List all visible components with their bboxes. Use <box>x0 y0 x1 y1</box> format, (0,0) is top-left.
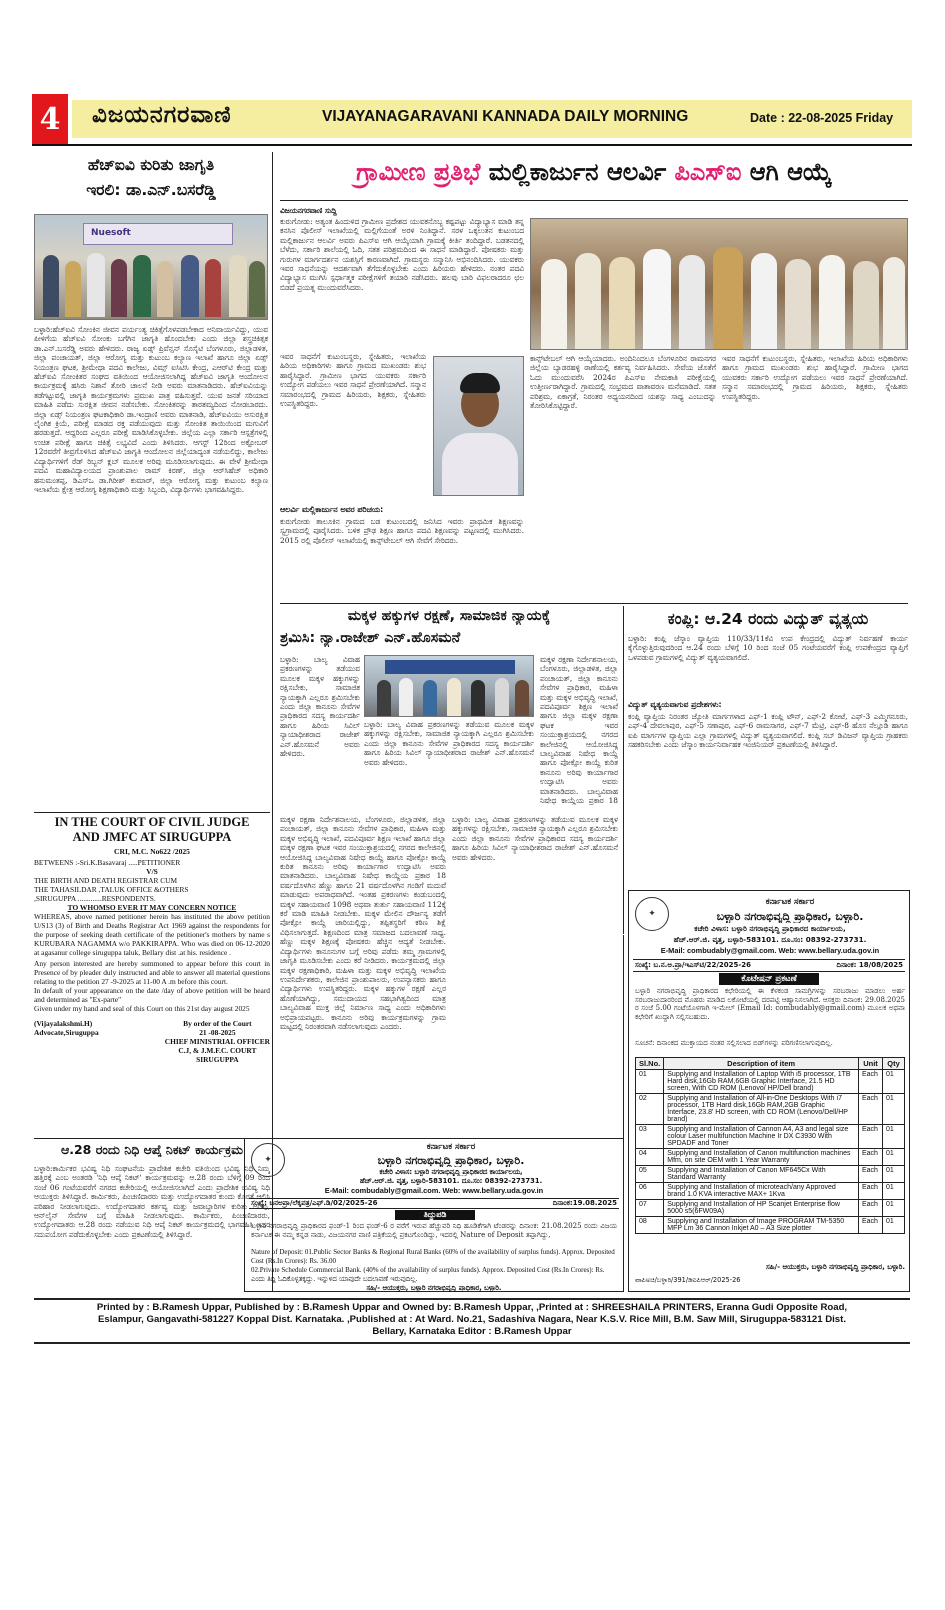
court-respondent-1: THE BIRTH AND DEATH REGISTRAR CUM <box>34 876 178 885</box>
col-header-unit: Unit <box>859 1058 883 1070</box>
rights-body-2: ಬಳ್ಳಾರಿ: ಬಾಲ್ಯ ವಿವಾಹ ಪ್ರಕರಣಗಳನ್ನು ತಡೆಯುವ ಮೂಲಕ ಮಕ್ಕಳ ಹಕ್ಕುಗಳನ್ನು ರಕ್ಷಿಸಬೇಕು, ಸಾಮಾಜಿಕ ನ್ಯಾಯಕ್ಕಾಗಿ ಎಲ್ಲರೂ ಶ್ರಮಿಸಬೇಕು ಎಂದು ಜಿಲ್ಲಾ ಕಾನೂನು ಸೇವೆಗಳ ಪ್ರಾಧಿಕಾರದ ಸದಸ್ಯ ಕಾರ್ಯದರ್ಶಿ ಹಾಗೂ ಹಿರಿಯ ಸಿವಿಲ್ ನ್ಯಾಯಾಧೀಶರಾದ ರಾಜೇಶ್ ಎನ್.ಹೊಸಮನೆ ಅವರು ಹೇಳಿದರು. <box>452 815 618 862</box>
photo-banner-text: Nuesoft <box>91 228 131 238</box>
corr-ref-no: ಸಂಖ್ಯೆ: ಬನಅಪ್ರಾ/ಲೆಕ್ಕಪತ್ರ/ಎಫ್.ಡಿ/02/2025-26 <box>251 1199 378 1207</box>
court-vs: V/S <box>146 867 158 876</box>
psi-headline-name: ಮಲ್ಲಿಕಾರ್ಜುನ ಆಲರ್ವಿ <box>488 158 667 186</box>
cell-unit: Each <box>859 1166 883 1183</box>
cell-description: Supplying and Installation of Canon MF645Cx With Standard Warranty <box>664 1166 859 1183</box>
cell-qty: 01 <box>883 1166 905 1183</box>
table-row <box>636 1125 905 1149</box>
table-row <box>636 1166 905 1183</box>
rights-body-mid: ಬಳ್ಳಾರಿ: ಬಾಲ್ಯ ವಿವಾಹ ಪ್ರಕರಣಗಳನ್ನು ತಡೆಯುವ ಮೂಲಕ ಮಕ್ಕಳ ಹಕ್ಕುಗಳನ್ನು ರಕ್ಷಿಸಬೇಕು, ಸಾಮಾಜಿಕ ನ್ಯಾಯಕ್ಕಾಗಿ ಎಲ್ಲರೂ ಶ್ರಮಿಸಬೇಕು ಎಂದು ಜಿಲ್ಲಾ ಕಾನೂನು ಸೇವೆಗಳ ಪ್ರಾಧಿಕಾರದ ಸದಸ್ಯ ಕಾರ್ಯದರ್ಶಿ ಹಾಗೂ ಹಿರಿಯ ಸಿವಿಲ್ ನ್ಯಾಯಾಧೀಶರಾದ ರಾಜೇಶ್ ಎನ್.ಹೊಸಮನೆ ಅವರು ಹೇಳಿದರು. <box>364 720 534 767</box>
corr-address: ಹೆಚ್.ಆರ್.ಜಿ. ವೃತ್ತ, ಬಳ್ಳಾರಿ-583101. ದೂ.ಸಂ: 08392-273731. <box>359 1177 543 1185</box>
quote-ref-no: ಸಂಖ್ಯೆ: ಬ.ನ.ಅ.ಪ್ರಾ/ಇಎಸ್‌ಟಿ/22/2025-26 <box>635 961 752 969</box>
power-body-2: ಕಂಪ್ಲಿ ವ್ಯಾಪ್ತಿಯ ನಿರಂತರ ಜ್ಯೋತಿ ಮಾರ್ಗಗಳಾದ ಎಫ್-1 ಕಂಪ್ಲಿ ಟೌನ್, ಎಫ್-2 ಕೋಟೆ, ಎಫ್-3 ಎಮ್ಮಿಗನೂರು, ಎಫ್-4 ದೇವಲಾಪುರ, ಎಫ್-5 ಸಣಾಪುರ, ಎಫ್-6 ರಾಮಸಾಗರ, ಎಫ್-7 ಮೆಟ್ರಿ, ಎಫ್-8 ಹೊಸ ನೆಲ್ಲೂಡಿ ಹಾಗೂ ಐಪಿ ಮಾರ್ಗಗಳ ವ್ಯಾಪ್ತಿಯ ಎಲ್ಲಾ ಗ್ರಾಮಗಳಲ್ಲಿ ವಿದ್ಯುತ್ ವ್ಯತ್ಯಯವಾಗಲಿದೆ. ಕಂಪ್ಲಿ ಸಬ್ ಡಿವಿಜನ್ ವ್ಯಾಪ್ತಿಯ ಗ್ರಾಹಕರು ಸಹಕರಿಸಬೇಕು ಎಂದು ಜೆಸ್ಕಾಂ ಕಾರ್ಯನಿರ್ವಾಹಕ ಇಂಜಿನಿಯರ್ ಪ್ರಕಟಣೆಯಲ್ಲಿ ತಿಳಿಸಿದ್ದಾರೆ. <box>628 712 908 750</box>
psi-body-2: ಕುರುಗೋಡು ತಾಲೂಕಿನ ಗ್ರಾಮದ ಬಡ ಕುಟುಂಬದಲ್ಲಿ ಜನಿಸಿದ ಇವರು ಪ್ರಾಥಮಿಕ ಶಿಕ್ಷಣವನ್ನು ಸ್ವಗ್ರಾಮದಲ್ಲಿ ಪೂರೈಸಿದರು. ಬಳಿಕ ಪ್ರೌಢ ಶಿಕ್ಷಣ ಹಾಗೂ ಪದವಿ ಶಿಕ್ಷಣವನ್ನು ಪಟ್ಟಣದಲ್ಲಿ ಮುಗಿಸಿದರು. 2015 ರಲ್ಲಿ ಪೊಲೀಸ್ ಇಲಾಖೆಯಲ್ಲಿ ಕಾನ್ಸ್‌ಟೇಬಲ್ ಆಗಿ ಸೇವೆಗೆ ಸೇರಿದರು. <box>280 517 524 545</box>
quote-office: ಕಚೇರಿ ವಿಳಾಸ: ಬಳ್ಳಾರಿ ನಗರಾಭಿವೃದ್ಧಿ ಪ್ರಾಧಿಕಾರದ ಕಾರ್ಯಾಲಯ, <box>694 925 846 933</box>
psi-sub-heading: ಆಲರ್ವಿ ಮಲ್ಲಿಕಾರ್ಜುನ ಅವರ ಪರಿಚಯ: <box>280 505 384 514</box>
corr-body-2: ಎಂದು ತಿದ್ದಿ ಓದಿಕೊಳ್ಳತಕ್ಕದ್ದು. ಇನ್ನುಳಿದ ಯಾವುದೇ ಬದಲಾವಣೆ ಇರುವುದಿಲ್ಲ. <box>251 1275 418 1283</box>
court-title-line2: AND JMFC AT SIRUGUPPA <box>72 830 232 844</box>
cell-slno: 08 <box>636 1217 664 1234</box>
cell-qty: 01 <box>883 1200 905 1217</box>
cell-slno: 03 <box>636 1125 664 1149</box>
court-para-2: Any person interested are hereby summoned to appear before this court in Presence of by pleader duly instructed and able to answer all material questions relating to the petition 27 -9-2025 at 11-00 A .m before this court. <box>34 959 270 986</box>
corr-nature-1: Nature of Deposit: 01.Public Sector Banks & Regional Rural Banks (60% of the availability of surplus funds). Approx. Deposited Cost (Rs.In Crores): Rs. 36.00 <box>251 1248 615 1265</box>
imprint-line2: Eslampur, Gangavathi-581227 Koppal Dist. Karnataka. ,Published at : At Ward. No.21, Sadashiva Nagara, Near K.S.V. Rice Mill, B.M. Saw Mill, Siruguppa-583121 Dist. <box>97 1314 846 1325</box>
masthead-title-english: VIJAYANAGARAVANI KANNADA DAILY MORNING <box>322 108 689 125</box>
table-row <box>636 1149 905 1166</box>
rights-body-top: ಬಳ್ಳಾರಿ: ಬಾಲ್ಯ ವಿವಾಹ ಪ್ರಕರಣಗಳನ್ನು ತಡೆಯುವ ಮೂಲಕ ಮಕ್ಕಳ ಹಕ್ಕುಗಳನ್ನು ರಕ್ಷಿಸಬೇಕು, ಸಾಮಾಜಿಕ ನ್ಯಾಯಕ್ಕಾಗಿ ಎಲ್ಲರೂ ಶ್ರಮಿಸಬೇಕು ಎಂದು ಜಿಲ್ಲಾ ಕಾನೂನು ಸೇವೆಗಳ ಪ್ರಾಧಿಕಾರದ ಸದಸ್ಯ ಕಾರ್ಯದರ್ಶಿ ಹಾಗೂ ಹಿರಿಯ ಸಿವಿಲ್ ನ್ಯಾಯಾಧೀಶರಾದ ರಾಜೇಶ್ ಎನ್.ಹೊಸಮನೆ ಅವರು ಹೇಳಿದರು. <box>280 655 360 759</box>
cell-qty: 01 <box>883 1070 905 1094</box>
corr-authority: ಬಳ್ಳಾರಿ ನಗರಾಭಿವೃದ್ಧಿ ಪ್ರಾಧಿಕಾರ, ಬಳ್ಳಾರಿ. <box>377 1154 525 1167</box>
karnataka-emblem-icon: ✦ <box>635 897 669 931</box>
psi-body-3: ಕಾನ್ಸ್‌ಟೇಬಲ್ ಆಗಿ ಆಯ್ಕೆಯಾದರು. ಅಂದಿನಿಂದಲೂ ಬೆಂಗಳೂರಿನ ರಾಮನಗರ ಜಿಲ್ಲೆಯ ಬ್ಯಾಡರಹಳ್ಳಿ ಠಾಣೆಯಲ್ಲಿ ಕರ್ತವ್ಯ ನಿರ್ವಹಿಸಿದರು. ಸೇವೆಯ ಜೊತೆಗೆ ಓದು ಮುಂದುವರೆಸಿ 2024ರ ಪಿಎಸ್‌ಐ ನೇಮಕಾತಿ ಪರೀಕ್ಷೆಯಲ್ಲಿ ಉತ್ತೀರ್ಣರಾಗಿದ್ದಾರೆ. ಗ್ರಾಮದಲ್ಲಿ ಸಂಭ್ರಮದ ವಾತಾವರಣ ಮನೆಮಾಡಿದೆ. ಸತತ ಪರಿಶ್ರಮ, ಏಕಾಗ್ರತೆ, ನಿರಂತರ ಅಧ್ಯಯನದಿಂದ ಯಶಸ್ಸು ಸಾಧ್ಯ ಎಂಬುದನ್ನು ತೋರಿಸಿಕೊಟ್ಟಿದ್ದಾರೆ. <box>530 354 716 411</box>
divider <box>280 603 908 604</box>
divider <box>34 812 270 813</box>
court-order-line5: SIRUGUPPA <box>196 1055 239 1064</box>
hiv-article-body: ಬಳ್ಳಾರಿ:ಹೆಚ್‌ಐವಿ ಸೋಂಕಿನ ಜೀವನ ಪರ್ಯಂತ್ಯ ಚಿಕಿತ್ಸೆಗೊಳಪಡಬೇಕಾದ ಅನಿವಾರ್ಯವಿದ್ದು, ಯುವ ಪೀಳಿಗೆಯ ಹೆಚ್‌ಐವಿ ಸೋಂಕು ಬಗೆಗಿನ ಜಾಗೃತಿ ಹೊಂದಬೇಕು ಎಂದು ಜಿಲ್ಲಾ ಶಸ್ತ್ರಚಿಕಿತ್ಸಕ ಡಾ.ಎನ್.ಬಸರೆಡ್ಡಿ ಅವರು ಹೇಳಿದರು. ರಾಜ್ಯ ಏಡ್ಸ್ ಪ್ರಿವೆನ್ಷನ್ ಸೊಸೈಟಿ ಬೆಂಗಳೂರು, ಜಿಲ್ಲಾಡಳಿತ, ಜಿಲ್ಲಾ ಪಂಚಾಯತ್, ಜಿಲ್ಲಾ ಆರೋಗ್ಯ ಮತ್ತು ಕುಟುಂಬ ಕಲ್ಯಾಣ ಇಲಾಖೆ ಹಾಗೂ ಜಿಲ್ಲಾ ಏಡ್ಸ್ ನಿಯಂತ್ರಣ ಘಟಕ, ಶ್ರೀಮೇಧಾ ಪದವಿ ಕಾಲೇಜು, ವಿಮ್ಸ್ ಐಸಿಟಿಸಿ ಕೇಂದ್ರ, ಎಆರ್‌ಟಿ ಕೇಂದ್ರ ಮತ್ತು ಹೆಚ್‌ಐವಿ ಸೋಂಕಿತರ ಸಂಘದ ವತಿಯಿಂದ ಆಯೋಜಿಸಲಾಗಿದ್ದ ಹೆಚ್‌ಐವಿ ಜಾಗೃತಿ ಆಂದೋಲನ ಕಾರ್ಯಕ್ರಮಕ್ಕೆ ಹಸಿರು ನಿಶಾನೆ ತೋರಿ ಚಾಲನೆ ನೀಡಿ ಅವರು ಮಾತನಾಡಿದರು. ಹೆಚ್‌ಐವಿಯನ್ನು ತಡೆಗಟ್ಟುವಲ್ಲಿ ಜಾಗೃತಿ ಕಾರ್ಯಕ್ರಮಗಳು ಪ್ರಮುಖ ಪಾತ್ರ ವಹಿಸುತ್ತವೆ. ಯುವ ಜನತೆ ಸರಿಯಾದ ಮಾಹಿತಿ ಪಡೆದು ಸುರಕ್ಷಿತ ಜೀವನ ನಡೆಸಬೇಕು. ಸೋಂಕಿತರನ್ನು ತಾರತಮ್ಯದಿಂದ ನೋಡಬಾರದು. ಜಿಲ್ಲಾ ಏಡ್ಸ್ ನಿಯಂತ್ರಣ ಘಟಕಾಧಿಕಾರಿ ಡಾ.ಇಂದ್ರಾಣಿ ಅವರು ಮಾತನಾಡಿ, ಹೆಚ್‌ಐವಿಯು ಅಸುರಕ್ಷಿತ ಲೈಂಗಿಕ ಕ್ರಿಯೆ, ಪರೀಕ್ಷೆ ಮಾಡದ ರಕ್ತ ಪಡೆಯುವುದು ಮತ್ತು ಸೋಂಕಿತ ತಾಯಿಯಿಂದ ಮಗುವಿಗೆ ಹರಡುತ್ತದೆ. ಆದ್ದರಿಂದ ಎಲ್ಲರೂ ಪರೀಕ್ಷೆ ಮಾಡಿಸಿಕೊಳ್ಳಬೇಕು. ಜಿಲ್ಲೆಯ ಎಲ್ಲಾ ಸರ್ಕಾರಿ ಆಸ್ಪತ್ರೆಗಳಲ್ಲಿ ಉಚಿತ ಪರೀಕ್ಷೆ ಹಾಗೂ ಚಿಕಿತ್ಸೆ ಲಭ್ಯವಿದೆ ಎಂದು ತಿಳಿಸಿದರು. ಆಗಸ್ಟ್ 12ರಿಂದ ಅಕ್ಟೋಬರ್ 12ರವರೆಗೆ ತೀವ್ರಗೊಳಿಸಿದ ಹೆಚ್‌ಐವಿ ಜಾಗೃತಿ ಆಂದೋಲನ ಜಿಲ್ಲೆಯಾದ್ಯಂತ ನಡೆಯಲಿದ್ದು, ಕಾಲೇಜು ವಿದ್ಯಾರ್ಥಿಗಳಿಗೆ ರೆಡ್ ರಿಬ್ಬನ್ ಕ್ಲಬ್ ಮೂಲಕ ಅರಿವು ಮೂಡಿಸಲಾಗುವುದು. ಈ ವೇಳೆ ಶ್ರೀಮೇಧಾ ಪದವಿ ಮಹಾವಿದ್ಯಾಲಯದ ಪ್ರಾಂಶುಪಾಲ ರಾಮ್ ಕಿರಣ್, ಜಿಲ್ಲಾ ಆರ್‌ಸಿಹೆಚ್ ಅಧಿಕಾರಿ ಹನುಮಂತಪ್ಪ, ಡಿಎಸ್‌ಒ ಡಾ.ಗಿರೀಶ್ ಕುಮಾರ್, ಜಿಲ್ಲಾ ಆರೋಗ್ಯ ಮತ್ತು ಕುಟುಂಬ ಕಲ್ಯಾಣ ಇಲಾಖೆಯ ಕ್ಷೇತ್ರ ಆರೋಗ್ಯ ಶಿಕ್ಷಣಾಧಿಕಾರಿ ಮತ್ತು ಸಿಬ್ಬಂದಿ, ವಿದ್ಯಾರ್ಥಿಗಳು ಭಾಗವಹಿಸಿದ್ದರು. <box>34 325 268 494</box>
advocate-place: Advocate,Siruguppa <box>34 1028 99 1037</box>
column-rule <box>272 152 273 1292</box>
table-row <box>636 1217 905 1234</box>
court-order-line3: CHIEF MINISTRIAL OFFICER <box>164 1037 270 1046</box>
court-order-line2: 21 -08-2025 <box>199 1028 236 1037</box>
power-body-1: ಬಳ್ಳಾರಿ: ಕಂಪ್ಲಿ ಜೆಸ್ಕಾಂ ವ್ಯಾಪ್ತಿಯ 110/33/11ಕೆವಿ ಉಪ ಕೇಂದ್ರದಲ್ಲಿ ವಿದ್ಯುತ್ ನಿರ್ವಹಣೆ ಕಾರ್ಯ ಕೈಗೊಳ್ಳುತ್ತಿರುವುದರಿಂದ ಆ.24 ರಂದು ಬೆಳಿಗ್ಗೆ 10 ರಿಂದ ಸಂಜೆ 05 ಗಂಟೆಯವರೆಗೆ ಕಂಪ್ಲಿ ಉಪಕೇಂದ್ರದ ವ್ಯಾಪ್ತಿಗೆ ಒಳಪಡುವ ಗ್ರಾಮಗಳಲ್ಲಿ ವಿದ್ಯುತ್ ವ್ಯತ್ಯಯವಾಗಲಿದೆ. <box>628 634 908 662</box>
column-rule <box>623 606 624 934</box>
cell-qty: 01 <box>883 1125 905 1149</box>
quote-address: ಹೆಚ್.ಆರ್.ಜಿ. ವೃತ್ತ, ಬಳ್ಳಾರಿ-583101. ದೂ.ಸಂ: 08392-273731. <box>673 936 867 944</box>
court-notice <box>34 815 270 1135</box>
rights-headline-line2: ಶ್ರಮಿಸಿ: ನ್ಯಾ.ರಾಜೇಶ್ ಎನ್.ಹೊಸಮನೆ <box>280 630 461 646</box>
cell-unit: Each <box>859 1200 883 1217</box>
psi-body-4: ಇವರ ಸಾಧನೆಗೆ ಕುಟುಂಬಸ್ಥರು, ಸ್ನೇಹಿತರು, ಇಲಾಖೆಯ ಹಿರಿಯ ಅಧಿಕಾರಿಗಳು ಹಾಗೂ ಗ್ರಾಮದ ಮುಖಂಡರು ಶುಭ ಹಾರೈಸಿದ್ದಾರೆ. ಗ್ರಾಮೀಣ ಭಾಗದ ಯುವಕರು ಸರ್ಕಾರಿ ಉದ್ಯೋಗ ಪಡೆಯಲು ಇವರ ಸಾಧನೆ ಪ್ರೇರಣೆಯಾಗಿದೆ. ಸನ್ಮಾನ ಸಮಾರಂಭದಲ್ಲಿ ಗ್ರಾಮದ ಹಿರಿಯರು, ಶಿಕ್ಷಕರು, ಸ್ನೇಹಿತರು ಉಪಸ್ಥಿತರಿದ್ದರು. <box>722 354 908 401</box>
court-to-whom: TO WHOMSO EVER IT MAY CONCERN NOTICE <box>67 903 237 912</box>
col-header-slno: Sl.No. <box>636 1058 664 1070</box>
corr-gov-label: ಕರ್ನಾಟಕ ಸರ್ಕಾರ <box>426 1142 476 1152</box>
quote-body: ಬಳ್ಳಾರಿ ನಗರಾಭಿವೃದ್ಧಿ ಪ್ರಾಧಿಕಾರದ ಕಛೇರಿಯಲ್ಲಿ ಈ ಕೆಳಕಂಡ ಸಾಮಗ್ರಿಗಳನ್ನು ಸರಬರಾಜು ಮಾಡಲು ಅರ್ಹ ಸರಬರಾಜುದಾರರಿಂದ ಮೊಹರು ಮಾಡಿದ ಲಕೋಟೆಯಲ್ಲಿ ದರಪಟ್ಟಿ ಆಹ್ವಾನಿಸಲಾಗಿದೆ. ಆಸಕ್ತರು ದಿನಾಂಕ: 29.08.2025 ರ ಸಂಜೆ 5.00 ಗಂಟೆಯೊಳಗಾಗಿ ಇ-ಮೇಲ್ (Email Id: combudably@gmail.com) ಮೂಲಕ ಅಥವಾ ಕಛೇರಿಗೆ ಖುದ್ದಾಗಿ ಸಲ್ಲಿಸಬಹುದು. <box>635 987 905 1021</box>
niti-article-body: ಬಳ್ಳಾರಿ:ಕಾರ್ಮಿಕರ ಭವಿಷ್ಯ ನಿಧಿ ಸಂಘಟನೆಯ ಪ್ರಾದೇಶಿಕ ಕಚೇರಿ ವತಿಯಿಂದ ಭವಿಷ್ಯ ನಿಧಿ ನಿಮ್ಮ ಹತ್ತಿರಕ್ಕೆ ಎಂಬ ಅಂತರಡಿ 'ನಿಧಿ ಆಪ್ಕೆ ನಿಕಟ್' ಕಾರ್ಯಕ್ರಮವನ್ನು ಆ.28 ರಂದು ಬೆಳಿಗ್ಗೆ 09 ರಿಂದ ಸಂಜೆ 06 ಗಂಟೆಯವರೆಗೆ ನಗರದ ಕಚೇರಿಯಲ್ಲಿ ಆಯೋಜಿಸಲಾಗಿದೆ ಎಂದು ಪ್ರಾದೇಶಿಕ ಭವಿಷ್ಯ ನಿಧಿ ಆಯುಕ್ತರು ತಿಳಿಸಿದ್ದಾರೆ. ಕಾರ್ಮಿಕರು, ಪಿಂಚಣಿದಾರರು ಮತ್ತು ಉದ್ಯೋಗದಾತರ ಕುಂದು ಕೊರತೆ ಆಲಿಸಿ ಪರಿಹಾರ ನೀಡಲಾಗುವುದು. ಉದ್ಯೋಗದಾತರ ಕರ್ತವ್ಯ ಮತ್ತು ಜವಾಬ್ದಾರಿಗಳ ಕುರಿತು ಅರಿವು, ಆನ್‌ಲೈನ್ ಸೇವೆಗಳ ಬಗ್ಗೆ ಮಾಹಿತಿ ನೀಡಲಾಗುವುದು. ಕಾರ್ಮಿಕರು, ಪಿಂಚಣಿದಾರರು, ಉದ್ಯೋಗದಾತರು ಆ.28 ರಂದು ನಡೆಯುವ ನಿಧಿ ಆಪ್ಕೆ ನಿಕಟ್ ಕಾರ್ಯಕ್ರಮದಲ್ಲಿ ಭಾಗವಹಿಸಿ ಇದರ ಸದುಪಯೋಗ ಪಡೆದುಕೊಳ್ಳಬೇಕು ಎಂದು ಪ್ರಕಟಣೆಯಲ್ಲಿ ತಿಳಿಸಿದ್ದಾರೆ. <box>34 1164 270 1239</box>
rights-body-side: ಮಕ್ಕಳ ರಕ್ಷಣಾ ನಿರ್ದೇಶನಾಲಯ, ಬೆಂಗಳೂರು, ಜಿಲ್ಲಾಡಳಿತ, ಜಿಲ್ಲಾ ಪಂಚಾಯತ್, ಜಿಲ್ಲಾ ಕಾನೂನು ಸೇವೆಗಳ ಪ್ರಾಧಿಕಾರ, ಮಹಿಳಾ ಮತ್ತು ಮಕ್ಕಳ ಅಭಿವೃದ್ಧಿ ಇಲಾಖೆ, ಪದವಿಪೂರ್ವ ಶಿಕ್ಷಣ ಇಲಾಖೆ ಹಾಗೂ ಜಿಲ್ಲಾ ಮಕ್ಕಳ ರಕ್ಷಣಾ ಘಟಕ ಇವರ ಸಂಯುಕ್ತಾಶ್ರಯದಲ್ಲಿ ನಗರದ ಕಾಲೇಜಿನಲ್ಲಿ ಆಯೋಜಿಸಿದ್ದ ಬಾಲ್ಯವಿವಾಹ ನಿಷೇಧ ಕಾಯ್ದೆ ಹಾಗೂ ಪೋಕ್ಸೋ ಕಾಯ್ದೆ ಕುರಿತ ಕಾನೂನು ಅರಿವು ಕಾರ್ಯಾಗಾರ ಉದ್ಘಾಟಿಸಿ ಅವರು ಮಾತನಾಡಿದರು. ಬಾಲ್ಯವಿವಾಹ ನಿಷೇಧ ಕಾಯ್ದೆಯ ಪ್ರಕಾರ 18 <box>540 655 618 805</box>
psi-headline-tail: ಆಗಿ ಆಯ್ಕೆ <box>749 158 832 186</box>
quote-items-table <box>635 1057 905 1234</box>
cell-unit: Each <box>859 1094 883 1125</box>
psi-headline-psi: ಪಿಎಸ್‌ಐ <box>674 158 742 186</box>
col-header-qty: Qty <box>883 1058 905 1070</box>
masthead <box>32 94 912 146</box>
cell-description: Supplying and Installation of Canon multifunction machines Mfm, on site OEM with 1 Year Warranty <box>664 1149 859 1166</box>
cell-slno: 01 <box>636 1070 664 1094</box>
court-para-4: Given under my hand and seal of this Court on this 21st day august 2025 <box>34 1004 250 1013</box>
cell-slno: 06 <box>636 1183 664 1200</box>
quote-sign: ಸಹಿ/- ಆಯುಕ್ತರು, ಬಳ್ಳಾರಿ ನಗರಾಭಿವೃದ್ಧಿ ಪ್ರಾಧಿಕಾರ, ಬಳ್ಳಾರಿ. <box>766 1263 905 1271</box>
court-title-line1: IN THE COURT OF CIVIL JUDGE <box>54 815 250 829</box>
divider <box>34 1138 270 1139</box>
quote-authority: ಬಳ್ಳಾರಿ ನಗರಾಭಿವೃದ್ಧಿ ಪ್ರಾಧಿಕಾರ, ಬಳ್ಳಾರಿ. <box>716 910 864 923</box>
rights-body-1: ಮಕ್ಕಳ ರಕ್ಷಣಾ ನಿರ್ದೇಶನಾಲಯ, ಬೆಂಗಳೂರು, ಜಿಲ್ಲಾಡಳಿತ, ಜಿಲ್ಲಾ ಪಂಚಾಯತ್, ಜಿಲ್ಲಾ ಕಾನೂನು ಸೇವೆಗಳ ಪ್ರಾಧಿಕಾರ, ಮಹಿಳಾ ಮತ್ತು ಮಕ್ಕಳ ಅಭಿವೃದ್ಧಿ ಇಲಾಖೆ, ಪದವಿಪೂರ್ವ ಶಿಕ್ಷಣ ಇಲಾಖೆ ಹಾಗೂ ಜಿಲ್ಲಾ ಮಕ್ಕಳ ರಕ್ಷಣಾ ಘಟಕ ಇವರ ಸಂಯುಕ್ತಾಶ್ರಯದಲ್ಲಿ ನಗರದ ಕಾಲೇಜಿನಲ್ಲಿ ಆಯೋಜಿಸಿದ್ದ ಬಾಲ್ಯವಿವಾಹ ನಿಷೇಧ ಕಾಯ್ದೆ ಹಾಗೂ ಪೋಕ್ಸೋ ಕಾಯ್ದೆ ಕುರಿತ ಕಾನೂನು ಅರಿವು ಕಾರ್ಯಾಗಾರ ಉದ್ಘಾಟಿಸಿ ಅವರು ಮಾತನಾಡಿದರು. ಬಾಲ್ಯವಿವಾಹ ನಿಷೇಧ ಕಾಯ್ದೆಯ ಪ್ರಕಾರ 18 ವರ್ಷದೊಳಗಿನ ಹೆಣ್ಣು ಹಾಗೂ 21 ವರ್ಷದೊಳಗಿನ ಗಂಡಿಗೆ ಮದುವೆ ಮಾಡುವುದು ಅಪರಾಧವಾಗಿದೆ. ಇಂತಹ ಪ್ರಕರಣಗಳು ಕಂಡುಬಂದಲ್ಲಿ ಮಕ್ಕಳ ಸಹಾಯವಾಣಿ 1098 ಅಥವಾ ತುರ್ತು ಸಹಾಯವಾಣಿ 112ಕ್ಕೆ ಕರೆ ಮಾಡಿ ಮಾಹಿತಿ ನೀಡಬೇಕು. ಮಕ್ಕಳ ಮೇಲಿನ ದೌರ್ಜನ್ಯ ತಡೆಗೆ ಪೋಕ್ಸೋ ಕಾಯ್ದೆ ಜಾರಿಯಲ್ಲಿದ್ದು, ತಪ್ಪಿತಸ್ಥರಿಗೆ ಕಠಿಣ ಶಿಕ್ಷೆ ವಿಧಿಸಲಾಗುತ್ತದೆ. ಶಿಕ್ಷಣದಿಂದ ಮಾತ್ರ ಸಮಾಜದ ಬದಲಾವಣೆ ಸಾಧ್ಯ. ಹೆಣ್ಣು ಮಕ್ಕಳ ಶಿಕ್ಷಣಕ್ಕೆ ಪೋಷಕರು ಹೆಚ್ಚಿನ ಆದ್ಯತೆ ನೀಡಬೇಕು. ವಿದ್ಯಾರ್ಥಿಗಳು ಕಾನೂನುಗಳ ಬಗ್ಗೆ ಅರಿವು ಪಡೆದು ತಮ್ಮ ಗ್ರಾಮಗಳಲ್ಲಿ ಜಾಗೃತಿ ಮೂಡಿಸಬೇಕು ಎಂದು ಕರೆ ನೀಡಿದರು. ಕಾರ್ಯಕ್ರಮದಲ್ಲಿ ಜಿಲ್ಲಾ ಮಕ್ಕಳ ರಕ್ಷಣಾಧಿಕಾರಿ, ಮಹಿಳಾ ಮತ್ತು ಮಕ್ಕಳ ಅಭಿವೃದ್ಧಿ ಇಲಾಖೆಯ ಉಪನಿರ್ದೇಶಕರು, ಕಾಲೇಜಿನ ಪ್ರಾಂಶುಪಾಲರು, ಉಪನ್ಯಾಸಕರು ಹಾಗೂ ವಿದ್ಯಾರ್ಥಿಗಳು ಉಪಸ್ಥಿತರಿದ್ದರು. ಮಕ್ಕಳ ಹಕ್ಕುಗಳ ರಕ್ಷಣೆ ಎಲ್ಲರ ಹೊಣೆಯಾಗಿದ್ದು, ಸಮುದಾಯದ ಸಹಭಾಗಿತ್ವದಿಂದ ಮಾತ್ರ ಬಾಲ್ಯವಿವಾಹ ಮುಕ್ತ ಜಿಲ್ಲೆ ನಿರ್ಮಾಣ ಸಾಧ್ಯ ಎಂದು ಅಧಿಕಾರಿಗಳು ಅಭಿಪ್ರಾಯಪಟ್ಟರು. ಕಾನೂನು ಅರಿವು ಕಾರ್ಯಕ್ರಮಗಳನ್ನು ಗ್ರಾಮ ಮಟ್ಟದಲ್ಲಿ ನಿರಂತರವಾಗಿ ನಡೆಸಲಾಗುವುದು ಎಂದರು. <box>280 815 446 1031</box>
power-sub-heading: ವಿದ್ಯುತ್ ವ್ಯತ್ಯಯವಾಗುವ ಪ್ರದೇಶಗಳು: <box>628 700 722 709</box>
cell-unit: Each <box>859 1149 883 1166</box>
table-row <box>636 1070 905 1094</box>
cell-qty: 01 <box>883 1149 905 1166</box>
psi-headline-pink: ಗ್ರಾಮೀಣ ಪ್ರತಿಭೆ <box>356 158 481 186</box>
power-headline: ಕಂಪ್ಲಿ: ಆ.24 ರಂದು ವಿದ್ಯುತ್ ವ್ಯತ್ಯಯ <box>667 610 869 628</box>
cell-description: Supplying and Installation of Cannon A4, A3 and legal size colour Laser multifunction Machine Ir DX C3930 With SPDADF and Toner <box>664 1125 859 1149</box>
cell-qty: 01 <box>883 1183 905 1200</box>
cell-unit: Each <box>859 1183 883 1200</box>
cell-slno: 02 <box>636 1094 664 1125</box>
table-row <box>636 1183 905 1200</box>
page-number: 4 <box>32 94 68 144</box>
cell-description: Supplying and Installation of HP Scanjet Enterprise flow 5000 s5(6FW09A) <box>664 1200 859 1217</box>
court-parties: BETWEENS :-Sri.K.Basavaraj .....PETITIONER <box>34 858 181 867</box>
corrigendum-ad <box>244 1138 624 1292</box>
cell-unit: Each <box>859 1125 883 1149</box>
court-order-line1: By order of the Court <box>183 1019 252 1028</box>
cell-slno: 05 <box>636 1166 664 1183</box>
cell-unit: Each <box>859 1070 883 1094</box>
psi-byline: ವಿಜಯನಗರವಾಣಿ ಸುದ್ದಿ <box>280 206 337 215</box>
divider <box>280 200 908 201</box>
corr-email-web: E-Mail: combudably@gmail.com. Web: www.bellary.uda.gov.in <box>324 1187 544 1195</box>
cell-qty: 01 <box>883 1217 905 1234</box>
hiv-headline-line2: ಇರಲಿ: ಡಾ.ಎನ್.ಬಸರೆಡ್ಡಿ <box>86 181 216 199</box>
quote-footer-ref: ವಾಪಿಅಚಿ/ಬಳ್ಳಾರಿ/391/ಡಿಐಪಿಆರ್/2025-26 <box>635 1276 741 1284</box>
karnataka-emblem-icon: ✦ <box>251 1143 285 1177</box>
court-para-3: In default of your appearance on the date /day of above petition will be heard and determined as "Ex-parte" <box>34 986 270 1004</box>
court-respondent-3: ,SIRUGUPPA .............RESPONDENTS. <box>34 894 156 903</box>
psi-headline <box>280 153 908 191</box>
table-row <box>636 1094 905 1125</box>
cell-qty: 01 <box>883 1094 905 1125</box>
corr-nature-2: 02.Private Schedule Commercial Bank. (40% of the availability of surplus funds). Approx. Deposited Cost (Rs.In Crores): Rs. <box>251 1266 605 1274</box>
advocate-name: (Vijayalakshmi.H) <box>34 1019 93 1028</box>
court-para-1: WHEREAS, above named petitioner herein has instituted the above petition U/S13 (3) of Birth and Deaths Registrar Act 1969 against the respondents for the purpose of seeking death certificate of the petitioner's mothers by name s KURUBARA NAGAMMA w/o PAKKIRAPPA. Who was died on 06-12-2020 at agasanur college siruguppa taluk, Bellary dist .at his. residence . <box>34 912 270 957</box>
rights-headline-line1: ಮಕ್ಕಳ ಹಕ್ಕುಗಳ ರಕ್ಷಣೆ, ಸಾಮಾಜಿಕ ನ್ಯಾಯಕ್ಕೆ <box>347 608 551 624</box>
corr-office: ಕಚೇರಿ ವಿಳಾಸ: ಬಳ್ಳಾರಿ ನಗರಾಭಿವೃದ್ಧಿ ಪ್ರಾಧಿಕಾರದ ಕಾರ್ಯಾಲಯ, <box>379 1168 523 1176</box>
cell-unit: Each <box>859 1217 883 1234</box>
rights-event-photo <box>364 655 534 717</box>
quote-email-web: E-Mail: combudably@gmail.com. Web: www.bellary.uda.gov.in <box>660 947 880 955</box>
col-header-description: Description of item <box>664 1058 859 1070</box>
corr-sign: ಸಹಿ/- ಆಯುಕ್ತರು, ಬಳ್ಳಾರಿ ನಗರಾಭಿವೃದ್ಧಿ ಪ್ರಾಧಿಕಾರ, ಬಳ್ಳಾರಿ. <box>366 1284 502 1292</box>
divider <box>34 1298 910 1300</box>
cell-slno: 04 <box>636 1149 664 1166</box>
table-row <box>636 1200 905 1217</box>
corr-body-1: ಬಳ್ಳಾರಿ ನಗರಾಭಿವೃದ್ಧಿ ಪ್ರಾಧಿಕಾರದ ಫಂಡ್-1 ರಿಂದ ಫಂಡ್-6 ರ ವರೆಗೆ ಇರುವ ಹೆಚ್ಚುವರಿ ನಿಧಿ ಹೂಡಿಕೆಗಾಗಿ ಟೆಂಡರನ್ನು ದಿನಾಂಕ: 21.08.2025 ರಂದು ವಿಜಯ ಕರ್ನಾಟಕ ಈ ನಮ್ಮ ಕನ್ನಡ ನಾಡು, ವಿಜಯನಗರ ವಾಣಿ ಪತ್ರಿಕೆಯಲ್ಲಿ ಪ್ರಕಟಗೊಂಡಿದ್ದು, ಇದರಲ್ಲಿ Nature of Deposit ತಪ್ಪಾಗಿದ್ದು, <box>251 1222 617 1239</box>
divider <box>34 1342 910 1344</box>
masthead-date: Date : 22-08-2025 Friday <box>750 111 894 125</box>
cell-description: Supplying and Installation of Image PROGRAM TM-5350 MFP Lm 36 Cannon Inkjet A0 – A3 Size plotter <box>664 1217 859 1234</box>
psi-body-1: ಕುರುಗೋಡು: ಅತ್ಯಂತ ಹಿಂದುಳಿದ ಗ್ರಾಮೀಣ ಪ್ರದೇಶದ ಯುವಕನೊಬ್ಬ ಕಷ್ಟಪಟ್ಟು ವಿದ್ಯಾಭ್ಯಾಸ ಮಾಡಿ ತನ್ನ ಕನಸಿನ ಪೊಲೀಸ್ ಇಲಾಖೆಯಲ್ಲಿ ಮಲ್ಲಿಗೆಯಂತೆ ಅರಳಿ ನಿಂತಿದ್ದಾನೆ. ಸರಳ ಒಕ್ಕಲುತನ ಕುಟುಂಬದ ಮಲ್ಲಿಕಾರ್ಜುನ ಆಲರ್ವಿ ಅವರು ಪಿಎಸ್‌ಐ ಆಗಿ ಆಯ್ಕೆಯಾಗಿ ಗ್ರಾಮಕ್ಕೆ ಕೀರ್ತಿ ತಂದಿದ್ದಾರೆ. ಬಡತನದಲ್ಲಿ ಬೆಳೆದು, ಸರ್ಕಾರಿ ಶಾಲೆಯಲ್ಲಿ ಓದಿ, ಸತತ ಪರಿಶ್ರಮದಿಂದ ಈ ಸಾಧನೆ ಮಾಡಿದ್ದಾರೆ. ಪೋಷಕರು ಮತ್ತು ಗುರುಗಳ ಮಾರ್ಗದರ್ಶನ ಯಶಸ್ಸಿಗೆ ಕಾರಣವಾಗಿದೆ. ಗ್ರಾಮಸ್ಥರು ಸನ್ಮಾನಿಸಿ ಅಭಿನಂದಿಸಿದರು. ಯುವಕರು ಇವರ ಸಾಧನೆಯನ್ನು ಆದರ್ಶವಾಗಿ ತೆಗೆದುಕೊಳ್ಳಬೇಕು ಎಂದು ಹಿರಿಯರು ಹೇಳಿದರು. ನಂತರ ಪದವಿ ವಿದ್ಯಾಭ್ಯಾಸ ಮುಗಿಸಿ ಸ್ಪರ್ಧಾತ್ಮಕ ಪರೀಕ್ಷೆಗಳಿಗೆ ತಯಾರಿ ನಡೆಸಿದರು. ಹಲವು ಬಾರಿ ವಿಫಲರಾದರೂ ಛಲ ಬಿಡದೆ ಪ್ರಯತ್ನ ಮುಂದುವರೆಸಿದರು. <box>280 217 524 292</box>
niti-headline: ಆ.28 ರಂದು ನಿಧಿ ಆಪ್ಕೆ ನಿಕಟ್ ಕಾರ್ಯಕ್ರಮ <box>60 1142 244 1157</box>
imprint-line3: Bellary, Karnataka Editor : B.Ramesh Uppar <box>372 1326 572 1337</box>
psi-body-1b: ಇವರ ಸಾಧನೆಗೆ ಕುಟುಂಬಸ್ಥರು, ಸ್ನೇಹಿತರು, ಇಲಾಖೆಯ ಹಿರಿಯ ಅಧಿಕಾರಿಗಳು ಹಾಗೂ ಗ್ರಾಮದ ಮುಖಂಡರು ಶುಭ ಹಾರೈಸಿದ್ದಾರೆ. ಗ್ರಾಮೀಣ ಭಾಗದ ಯುವಕರು ಸರ್ಕಾರಿ ಉದ್ಯೋಗ ಪಡೆಯಲು ಇವರ ಸಾಧನೆ ಪ್ರೇರಣೆಯಾಗಿದೆ. ಸನ್ಮಾನ ಸಮಾರಂಭದಲ್ಲಿ ಗ್ರಾಮದ ಹಿರಿಯರು, ಶಿಕ್ಷಕರು, ಸ್ನೇಹಿತರು ಉಪಸ್ಥಿತರಿದ್ದರು. <box>280 352 426 409</box>
court-respondent-2: THE TAHASILDAR ,TALUK OFFICE &OTHERS <box>34 885 189 894</box>
psi-felicitation-photo <box>530 218 908 350</box>
imprint <box>34 1302 910 1338</box>
quote-note: ಸೂಚನೆ: ದಿನಾಂಕದ ಮುಕ್ತಾಯದ ನಂತರ ಸಲ್ಲಿಸಲಾದ ಬಿಡ್‌ಗಳನ್ನು ಪರಿಗಣಿಸಲಾಗುವುದಿಲ್ಲ. <box>635 1039 833 1047</box>
quote-ref-date: ದಿನಾಂಕ: 18/08/2025 <box>836 961 903 969</box>
corr-banner: ತಿದ್ದುಪಡಿ <box>395 1210 475 1220</box>
hiv-headline-line1: ಹೆಚ್‌ಐವಿ ಕುರಿತು ಜಾಗೃತಿ <box>87 156 215 174</box>
hiv-rally-photo <box>34 214 268 320</box>
cell-slno: 07 <box>636 1200 664 1217</box>
imprint-line1: Printed by : B.Ramesh Uppar, Published by : B.Ramesh Uppar and Owned by: B.Ramesh Uppar, ,Printed at : SHREESHAILA PRINTERS, Eranna Gudi Opposite Road, <box>96 1302 848 1313</box>
masthead-title-kannada: ವಿಜಯನಗರವಾಣಿ <box>92 102 232 128</box>
court-case-no: CRI, M.C. No622 /2025 <box>114 847 190 856</box>
quote-gov-label: ಕರ್ನಾಟಕ ಸರ್ಕಾರ <box>765 897 815 907</box>
cell-description: Supplying and Installation of Laptop With i5 processor, 1TB Hard disk,16Gb RAM,6GB Graphic Interface, 21.5 HD screen, With CD ROM (Lenovo/ HP/Dell brand) <box>664 1070 859 1094</box>
quote-banner: ಕೊಟೇಷನ್ ಪ್ರಕಟಣೆ <box>719 973 819 985</box>
cell-description: Supplying and Installation of All-in-One Desktops With i7 processor, 1TB Hard disk,16Gb RAM,2GB Graphic Interface, 23.8' HD screen, with CD ROM (Lenovo/Dell/HP brand) <box>664 1094 859 1125</box>
corr-ref-date: ದಿನಾಂಕ:19.08.2025 <box>552 1199 617 1207</box>
psi-portrait-photo <box>433 356 524 496</box>
court-order-line4: C.J, & J.M.F.C. COURT <box>178 1046 257 1055</box>
quotation-ad <box>628 890 910 1292</box>
cell-description: Supplying and Installation of microteach/any Approved brand 1.0 KVA interactive MAX+ 1Kva <box>664 1183 859 1200</box>
